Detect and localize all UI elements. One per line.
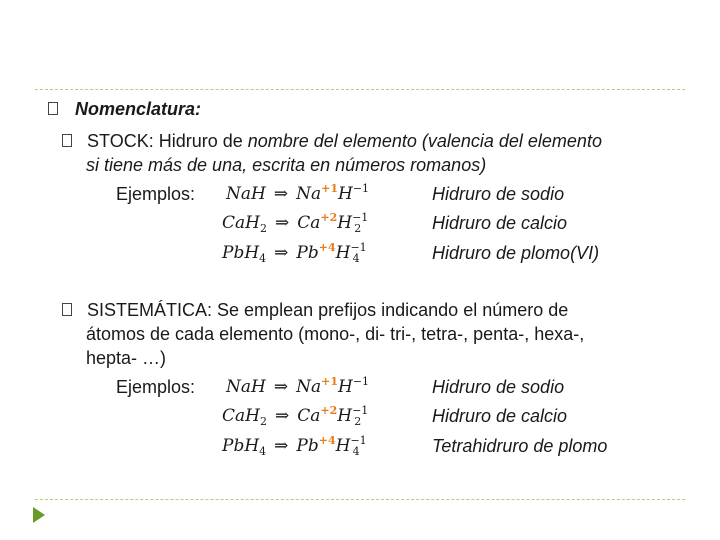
hydride-charge: −1 (350, 434, 367, 447)
formula-element: Na (296, 377, 322, 397)
oxidation-number: +1 (321, 375, 338, 388)
oxidation-number: +1 (321, 182, 338, 195)
formula-element: Pb (296, 243, 319, 263)
sist-name-3: Tetrahidruro de plomo (432, 436, 608, 456)
hydride-charge: −1 (352, 211, 369, 224)
sub-bullet-icon (62, 134, 72, 147)
formula-lhs: PbH (222, 243, 260, 263)
formula-lhs: CaH (222, 406, 260, 426)
hydride-sub: 4 (352, 252, 360, 265)
heading-row (48, 98, 201, 120)
stock-examples-label: Ejemplos: (116, 184, 196, 204)
hydride-charge: −1 (352, 182, 370, 195)
sist-line-1 (62, 299, 568, 321)
bullet-icon (48, 102, 58, 115)
formula-element: Pb (296, 436, 319, 456)
hydride-charge: −1 (352, 404, 369, 417)
sist-name-2: Hidruro de calcio (432, 406, 568, 426)
formula-lhs: NaH (226, 184, 266, 204)
formula-lhs-sub: 4 (259, 252, 267, 265)
sist-name-1: Hidruro de sodio (432, 377, 565, 397)
sist-line-3: hepta- …) (86, 348, 167, 368)
sub-bullet-icon (62, 303, 72, 316)
hydride-sub: 2 (354, 415, 362, 428)
formula-cah2-2: CaH$_2$ ⇒ $Ca^{+2}H^{-1}_2$ (222, 404, 369, 428)
heading: Nomenclatura: (75, 99, 202, 119)
formula-nah-2: NaH ⇒ $Na^{+1}H^{-1}$ (226, 375, 370, 397)
bottom-divider (35, 499, 685, 500)
stock-name-3: Hidruro de plomo(VI) (432, 243, 600, 263)
stock-name-1: Hidruro de sodio (432, 184, 565, 204)
hydride-charge: −1 (350, 241, 367, 254)
formula-pbh4: PbH$_4$ ⇒ $Pb^{+4}H^{-1}_4$ (222, 241, 367, 265)
sist-examples-label: Ejemplos: (116, 377, 196, 397)
oxidation-number: +4 (318, 434, 336, 447)
hydride-sub: 2 (354, 222, 362, 235)
formula-lhs-sub: 4 (259, 445, 267, 458)
formula-pbh4-2: PbH$_4$ ⇒ $Pb^{+4}H^{-1}_4$ (222, 434, 367, 458)
stock-line-2: si tiene más de una, escrita en números romanos) (86, 155, 487, 175)
formula-element: Ca (297, 406, 321, 426)
stock-italic: nombre del elemento (valencia del elemento (247, 131, 602, 151)
oxidation-number: +2 (320, 404, 338, 417)
formula-element: Na (296, 184, 322, 204)
next-slide-arrow-icon[interactable] (33, 507, 45, 523)
sist-text-1: SISTEMÁTICA: Se emplean prefijos indicando el número de (87, 300, 569, 320)
hydride-charge: −1 (352, 375, 370, 388)
hydride-sub: 4 (352, 445, 360, 458)
top-divider (35, 89, 685, 90)
stock-prefix: STOCK: Hidruro de (87, 131, 248, 151)
formula-lhs: PbH (222, 436, 260, 456)
oxidation-number: +2 (320, 211, 338, 224)
stock-line-1 (62, 130, 602, 152)
formula-lhs-sub: 2 (259, 415, 267, 428)
formula-cah2: CaH$_2$ ⇒ $Ca^{+2}H^{-1}_2$ (222, 211, 369, 235)
formula-lhs-sub: 2 (259, 222, 267, 235)
oxidation-number: +4 (318, 241, 336, 254)
stock-name-2: Hidruro de calcio (432, 213, 568, 233)
formula-lhs: NaH (226, 377, 266, 397)
formula-element: Ca (297, 213, 321, 233)
formula-nah: NaH ⇒ $Na^{+1}H^{-1}$ (226, 182, 370, 204)
sist-line-2: átomos de cada elemento (mono-, di- tri-, tetra-, penta-, hexa-, (86, 324, 585, 344)
formula-lhs: CaH (222, 213, 260, 233)
